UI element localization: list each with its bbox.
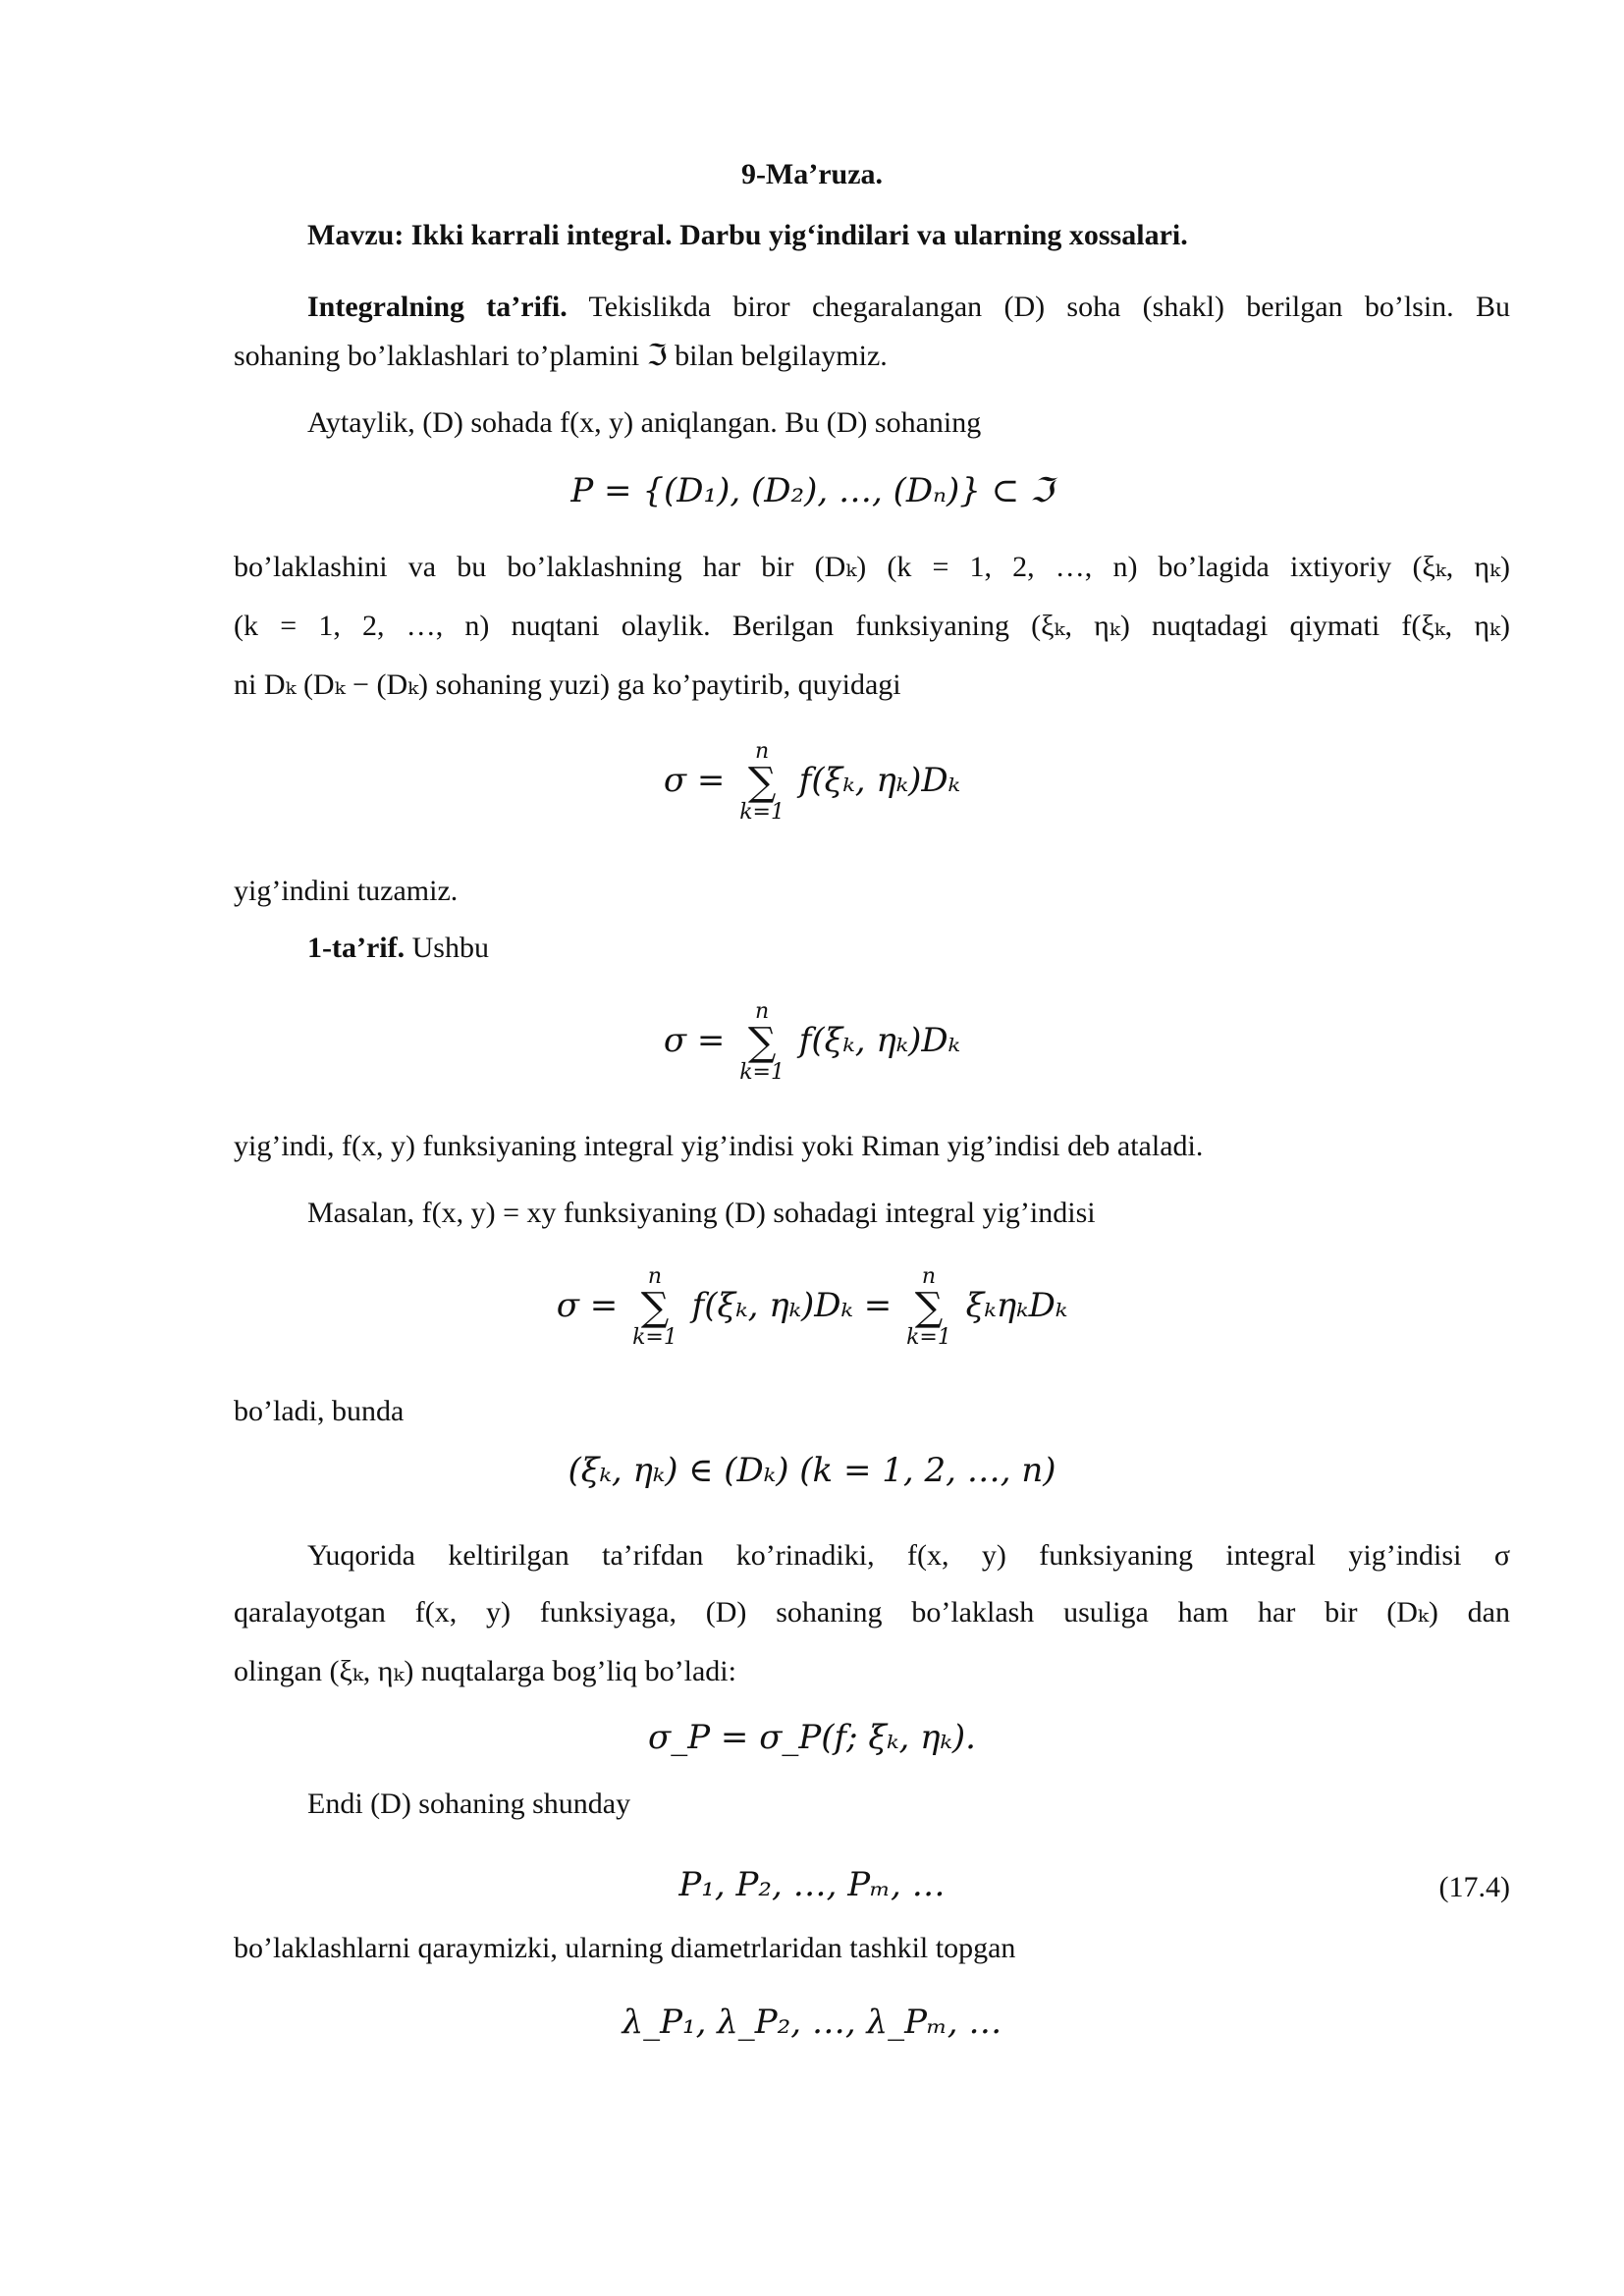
paragraph-line: qaralayotgan f(x, y) funksiyaga, (D) sohaning bo’laklash usuliga ham har bir (Dₖ) dan xyxy=(234,1596,1510,1629)
summation-symbol: n ∑ k=1 xyxy=(739,999,785,1085)
definition-heading: Integralning ta’rifi. xyxy=(307,291,568,323)
summation-symbol: n ∑ k=1 xyxy=(906,1264,951,1350)
summation-symbol: n ∑ k=1 xyxy=(632,1264,677,1350)
paragraph-line: ni Dₖ (Dₖ − (Dₖ) sohaning yuzi) ga ko’paytirib, quyidagi xyxy=(234,668,901,701)
paragraph-line: bo’laklashlarni qaraymizki, ularning diametrlaridan tashkil topgan xyxy=(234,1932,1016,1964)
sum-body: f(ξₖ, ηₖ)Dₖ xyxy=(691,1286,853,1325)
paragraph-line: bo’laklashini va bu bo’laklashning har bir (Dₖ) (k = 1, 2, …, n) bo’lagida ixtiyoriy (ξₖ, ηₖ) xyxy=(234,551,1510,583)
formula-membership: (ξₖ, ηₖ) ∈ (Dₖ) (k = 1, 2, …, n) xyxy=(568,1451,1056,1490)
paragraph-line: (k = 1, 2, …, n) nuqtani olaylik. Berilgan funksiyaning (ξₖ, ηₖ) nuqtadagi qiymati f(ξₖ, ηₖ) xyxy=(234,610,1510,642)
equals-sign: = xyxy=(863,1286,893,1325)
formula-example-sum xyxy=(0,1266,1624,1349)
paragraph-line: yig’indi, f(x, y) funksiyaning integral yig’indisi yoki Riman yig’indisi deb ataladi. xyxy=(234,1130,1204,1162)
paragraph-endi: Endi (D) sohaning shunday xyxy=(307,1788,631,1820)
paragraph-line: sohaning bo’laklashlari to’plamini ℑ bilan belgilaymiz. xyxy=(234,340,888,372)
definition-label: 1-ta’rif. xyxy=(307,932,406,964)
paragraph-example: Masalan, f(x, y) = xy funksiyaning (D) sohadagi integral yig’indisi xyxy=(307,1197,1096,1229)
sigma-lhs: σ = xyxy=(663,1021,726,1060)
equation-number: (17.4) xyxy=(1438,1871,1510,1903)
sigma-lhs: σ = xyxy=(556,1286,619,1325)
formula-partition: P = {(D₁), (D₂), …, (Dₙ)} ⊂ ℑ xyxy=(570,471,1054,510)
paragraph-aytaylik: Aytaylik, (D) sohada f(x, y) aniqlangan. Bu (D) sohaning xyxy=(307,406,982,439)
paragraph-line: yig’indini tuzamiz. xyxy=(234,875,459,907)
summation-symbol: n ∑ k=1 xyxy=(739,739,785,825)
paragraph-text: Ushbu xyxy=(411,932,489,964)
formula-integral-sum-2 xyxy=(0,1001,1624,1084)
sum-body: f(ξₖ, ηₖ)Dₖ xyxy=(798,761,961,800)
formula-lambda-sequence: λ_P₁, λ_P₂, …, λ_Pₘ, … xyxy=(622,2002,1002,2042)
definition-1 xyxy=(307,931,489,966)
paragraph-line: olingan (ξₖ, ηₖ) nuqtalarga bog’liq bo’ladi: xyxy=(234,1655,736,1687)
formula-sigma-p: σ_P = σ_P(f; ξₖ, ηₖ). xyxy=(648,1718,976,1757)
paragraph-line: bo’ladi, bunda xyxy=(234,1395,405,1427)
topic-heading: Mavzu: Ikki karrali integral. Darbu yig‘indilari va ularning xossalari. xyxy=(307,219,1188,251)
sum-body: f(ξₖ, ηₖ)Dₖ xyxy=(798,1021,961,1060)
paragraph-text: Tekislikda biror chegaralangan (D) soha (shakl) berilgan bo’lsin. Bu xyxy=(588,291,1510,323)
lecture-title: 9-Ma’ruza. xyxy=(740,158,884,190)
sum-body: ξₖηₖDₖ xyxy=(965,1286,1068,1325)
sigma-lhs: σ = xyxy=(663,761,726,800)
formula-sequence: P₁, P₂, …, Pₘ, … xyxy=(678,1865,946,1904)
formula-integral-sum-1 xyxy=(0,741,1624,824)
paragraph-line: Yuqorida keltirilgan ta’rifdan ko’rinadiki, f(x, y) funksiyaning integral yig’indisi σ xyxy=(307,1539,1510,1572)
paragraph-definition-intro xyxy=(307,290,1510,325)
